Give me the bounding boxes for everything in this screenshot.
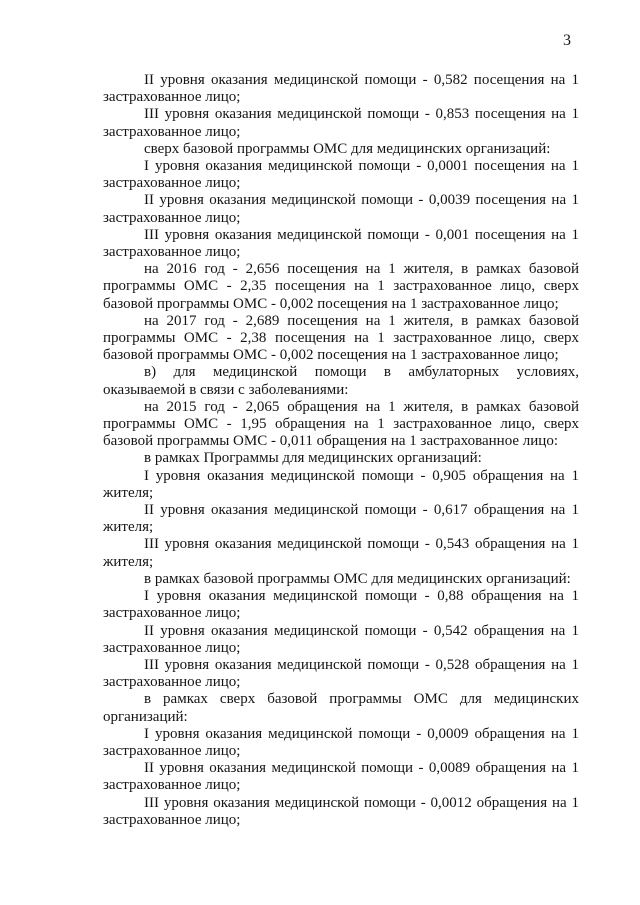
paragraph: в рамках базовой программы ОМС для медицинских организаций: [144, 570, 571, 587]
paragraph: II уровня оказания медицинской помощи - 0,0039 посещения на 1 застрахованное лицо; [103, 192, 579, 226]
paragraph: в рамках сверх базовой программы ОМС для медицинских организаций: [103, 691, 579, 725]
page-number: 3 [563, 32, 571, 49]
paragraph: III уровня оказания медицинской помощи - 0,543 обращения на 1 жителя; [103, 536, 579, 570]
paragraph: II уровня оказания медицинской помощи - 0,0089 обращения на 1 застрахованное лицо; [103, 760, 579, 794]
paragraph: сверх базовой программы ОМС для медицинских организаций: [144, 140, 551, 157]
paragraph: в) для медицинской помощи в амбулаторных условиях, оказываемой в связи с заболеваниями: [103, 364, 579, 398]
paragraph: III уровня оказания медицинской помощи - 0,853 посещения на 1 застрахованное лицо; [103, 106, 579, 140]
paragraph: на 2016 год - 2,656 посещения на 1 жителя, в рамках базовой программы ОМС - 2,35 посещения на 1 застрахованное лицо, сверх базовой программы ОМС - 0,002 посещения на 1 застрахованное лицо; [103, 261, 579, 312]
paragraph: III уровня оказания медицинской помощи - 0,0012 обращения на 1 застрахованное лицо; [103, 794, 579, 828]
paragraph: I уровня оказания медицинской помощи - 0,0001 посещения на 1 застрахованное лицо; [103, 158, 579, 192]
paragraph: I уровня оказания медицинской помощи - 0,88 обращения на 1 застрахованное лицо; [103, 588, 579, 622]
paragraph: III уровня оказания медицинской помощи - 0,001 посещения на 1 застрахованное лицо; [103, 226, 579, 261]
paragraph: II уровня оказания медицинской помощи - 0,617 обращения на 1 жителя; [103, 502, 579, 536]
paragraph: на 2015 год - 2,065 обращения на 1 жителя, в рамках базовой программы ОМС - 1,95 обращения на 1 застрахованное лицо, сверх базовой программы ОМС - 0,011 обращения на 1 застрахованное лицо: [103, 398, 579, 450]
paragraph: II уровня оказания медицинской помощи - 0,582 посещения на 1 застрахованное лицо; [103, 72, 579, 106]
paragraph: в рамках Программы для медицинских организаций: [144, 450, 482, 467]
paragraph: I уровня оказания медицинской помощи - 0,905 обращения на 1 жителя; [103, 467, 579, 501]
paragraph: II уровня оказания медицинской помощи - 0,542 обращения на 1 застрахованное лицо; [103, 622, 579, 656]
paragraph: на 2017 год - 2,689 посещения на 1 жителя, в рамках базовой программы ОМС - 2,38 посещения на 1 застрахованное лицо, сверх базовой программы ОМС - 0,002 посещения на 1 застрахованное лицо; [103, 312, 579, 364]
document-body [103, 72, 579, 829]
paragraph: I уровня оказания медицинской помощи - 0,0009 обращения на 1 застрахованное лицо; [103, 725, 579, 759]
paragraph: III уровня оказания медицинской помощи - 0,528 обращения на 1 застрахованное лицо; [103, 656, 579, 691]
